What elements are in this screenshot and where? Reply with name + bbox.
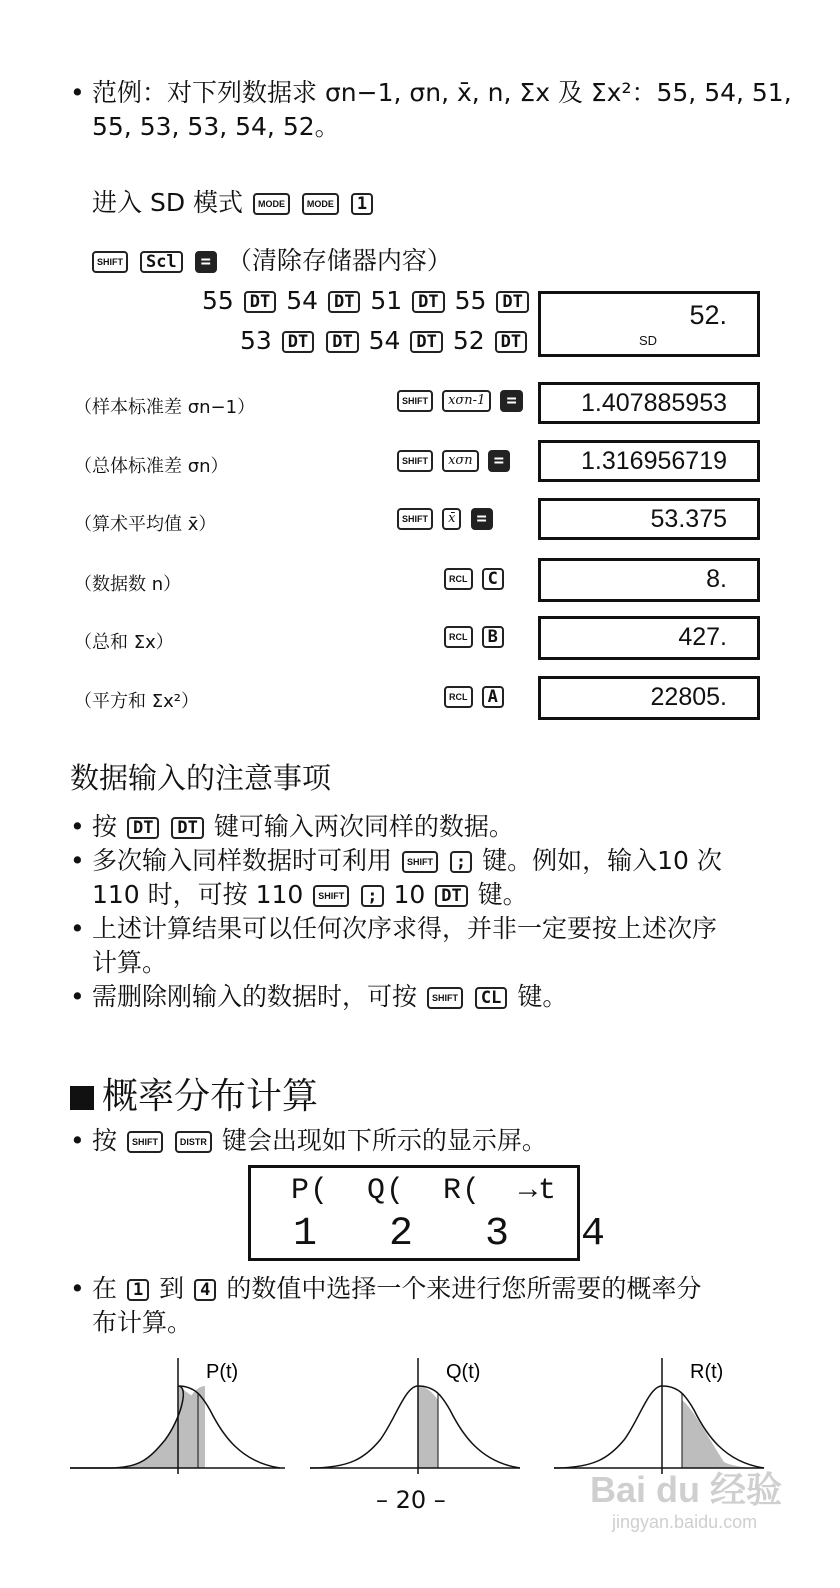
- curve-r: [554, 1358, 764, 1474]
- data-value: 51: [370, 286, 403, 315]
- note-2: [92, 844, 722, 878]
- result-label-sum: （总和 Σx）: [74, 632, 174, 653]
- screen-row-1: P( Q( R( →t: [291, 1174, 558, 1208]
- note-text: 按: [92, 1126, 118, 1155]
- section-bullet-2: [92, 1272, 701, 1306]
- note-text: 键。例如，输入10 次: [482, 846, 722, 875]
- result-label-sample-sd: （样本标准差 σn−1）: [74, 397, 256, 418]
- result-value: 8.: [706, 565, 727, 593]
- display-population-sd: [538, 440, 760, 482]
- curve-p: [70, 1358, 285, 1474]
- clear-row: [90, 244, 452, 278]
- clear-text: （清除存储器内容）: [226, 246, 452, 275]
- result-label-population-sd: （总体标准差 σn）: [74, 456, 229, 477]
- dt-key: DT: [412, 291, 444, 313]
- note-2-cont: [92, 878, 528, 912]
- curve-label: Q(t): [446, 1361, 481, 1383]
- equals-key: =: [500, 390, 522, 412]
- dt-key: DT: [496, 291, 528, 313]
- display-sd: [538, 291, 760, 357]
- data-value: 52: [452, 326, 485, 355]
- result-keys-sum: [442, 626, 506, 648]
- note-text: 110 时，可按 110: [92, 880, 304, 909]
- screen-row-2: 1 2 3 4: [293, 1212, 606, 1257]
- display-sum: [538, 616, 760, 660]
- key-1: 1: [351, 193, 373, 215]
- data-value: 55: [454, 286, 487, 315]
- example-line-2: 55, 53, 53, 54, 52。: [92, 112, 340, 141]
- rcl-key: RCL: [444, 626, 473, 648]
- note-text: 10: [393, 880, 426, 909]
- result-value: 427.: [678, 623, 727, 651]
- data-entry-row-1: [202, 284, 531, 318]
- enter-sd-row: [92, 186, 375, 220]
- dt-key: DT: [410, 331, 442, 353]
- result-keys-population-sd: [395, 450, 512, 472]
- note-1: [92, 810, 514, 844]
- note-text: 需删除刚输入的数据时，可按: [92, 982, 418, 1011]
- dt-key: DT: [282, 331, 314, 353]
- dt-key: DT: [435, 885, 467, 907]
- mode-key: MODE: [253, 193, 290, 215]
- display-sum-squares: [538, 676, 760, 720]
- sd-indicator: SD: [639, 333, 658, 348]
- shift-key: SHIFT: [127, 1131, 163, 1153]
- watermark-brand: Bai du 经验: [590, 1469, 783, 1510]
- curve-label: P(t): [206, 1361, 239, 1383]
- key-b: B: [482, 626, 504, 648]
- shift-key: SHIFT: [397, 390, 433, 412]
- distribution-screen: [248, 1165, 606, 1261]
- note-text: 键。: [517, 982, 568, 1011]
- cl-key: CL: [475, 987, 507, 1009]
- note-text: 键。: [477, 880, 528, 909]
- key-a: A: [482, 686, 504, 708]
- shift-key: SHIFT: [427, 987, 463, 1009]
- mode-key: MODE: [302, 193, 339, 215]
- dt-key: DT: [171, 817, 203, 839]
- note-4: [92, 980, 567, 1014]
- note-text: 多次输入同样数据时可利用: [92, 846, 393, 875]
- section-bullet-2-cont: 布计算。: [92, 1308, 193, 1337]
- data-value: 53: [240, 326, 272, 355]
- dt-key: DT: [326, 331, 358, 353]
- result-label-count: （数据数 n）: [74, 574, 182, 595]
- x-bar-key: x̄: [442, 508, 461, 530]
- note-text: 在: [92, 1274, 118, 1303]
- result-value: 22805.: [650, 683, 727, 711]
- result-label-sum-squares: （平方和 Σx²）: [74, 691, 199, 712]
- note-text: 的数值中选择一个来进行您所需要的概率分: [226, 1274, 702, 1303]
- data-entry-row-2: [240, 324, 529, 358]
- rcl-key: RCL: [444, 568, 473, 590]
- semicolon-key: ;: [361, 885, 383, 907]
- notes-heading: 数据输入的注意事项: [70, 761, 332, 795]
- x-sigma-n-key: xσn: [442, 450, 479, 472]
- display-sample-sd: [538, 382, 760, 424]
- section-title: 概率分布计算: [102, 1076, 319, 1117]
- dt-key: DT: [495, 331, 527, 353]
- note-3-cont: 计算。: [92, 948, 168, 977]
- key-c: C: [482, 568, 504, 590]
- result-keys-mean: [395, 508, 495, 530]
- equals-key: =: [195, 251, 217, 273]
- data-value: 55: [202, 286, 234, 315]
- key-1: 1: [127, 1279, 149, 1301]
- result-keys-sum-squares: [442, 686, 506, 708]
- equals-key: =: [471, 508, 493, 530]
- dt-key: DT: [328, 291, 360, 313]
- data-value: 54: [286, 286, 319, 315]
- dt-key: DT: [244, 291, 276, 313]
- page-number: – 20 –: [376, 1486, 446, 1514]
- shift-key: SHIFT: [313, 885, 349, 907]
- note-text: 键可输入两次同样的数据。: [213, 812, 514, 841]
- note-text: 按: [92, 812, 118, 841]
- data-value: 54: [368, 326, 401, 355]
- equals-key: =: [488, 450, 510, 472]
- note-text: 键会出现如下所示的显示屏。: [221, 1126, 547, 1155]
- section-bullet-1: [92, 1124, 547, 1158]
- display-count: [538, 558, 760, 602]
- distr-key: DISTR: [175, 1131, 212, 1153]
- curve-label: R(t): [690, 1361, 724, 1383]
- key-4: 4: [194, 1279, 216, 1301]
- result-value: 1.316956719: [581, 447, 727, 475]
- enter-sd-text: 进入 SD 模式: [92, 188, 244, 217]
- result-value: 53.375: [650, 505, 727, 533]
- shift-key: SHIFT: [92, 251, 128, 273]
- result-label-mean: （算术平均值 x̄）: [74, 514, 217, 535]
- rcl-key: RCL: [444, 686, 473, 708]
- result-keys-sample-sd: [395, 390, 525, 412]
- result-value: 1.407885953: [581, 389, 727, 417]
- curve-q: [310, 1358, 520, 1474]
- section-heading: [70, 1068, 318, 1119]
- dt-key: DT: [127, 817, 159, 839]
- example-line-1: • 范例：对下列数据求 σn−1, σn, x̄, n, Σx 及 Σx²：55, 54, 51,: [92, 76, 792, 110]
- x-sigma-n-1-key: xσn-1: [442, 390, 491, 412]
- result-keys-count: [442, 568, 506, 590]
- shift-key: SHIFT: [397, 450, 433, 472]
- note-3: • 上述计算结果可以任何次序求得，并非一定要按上述次序: [92, 912, 717, 946]
- note-text: 到: [159, 1274, 185, 1303]
- square-bullet-icon: [70, 1086, 94, 1110]
- display-mean: [538, 498, 760, 540]
- shift-key: SHIFT: [402, 851, 438, 873]
- display-value: 52.: [689, 300, 727, 330]
- semicolon-key: ;: [450, 851, 472, 873]
- watermark-url: jingyan.baidu.com: [612, 1512, 758, 1532]
- shift-key: SHIFT: [397, 508, 433, 530]
- scl-key: Scl: [140, 251, 183, 273]
